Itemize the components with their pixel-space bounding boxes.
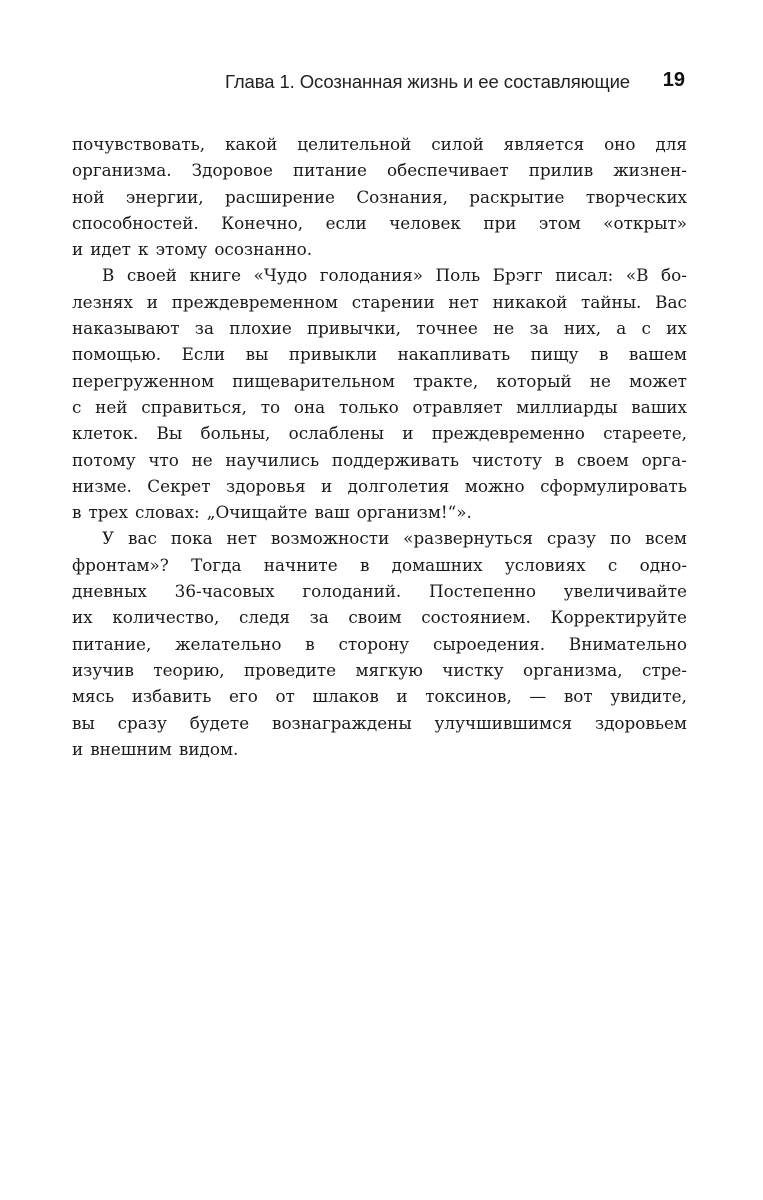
text-line: помощью. Если вы привыкли накапливать пищу в вашем [72, 344, 687, 365]
page-number: 19 [662, 69, 685, 91]
text-line: почувствовать, какой целительной силой является оно для [72, 134, 687, 154]
text-line: их количество, следя за своим состоянием. Корректируйте [72, 607, 687, 628]
text-line: с ней справиться, то она только отравляет миллиарды ваших [72, 396, 687, 417]
paragraph [72, 525, 687, 762]
text-line: В своей книге «Чудо голодания» Поль Брэгг писал: «В бо- [102, 265, 687, 286]
text-line: перегруженном пищеварительном тракте, который не может [72, 370, 687, 391]
text-line: фронтам»? Тогда начните в домашних условиях с одно- [72, 554, 687, 575]
text-line: способностей. Конечно, если человек при этом «открыт» [72, 212, 687, 233]
text-line: дневных 36-часовых голоданий. Постепенно увеличивайте [72, 581, 687, 602]
running-head [0, 69, 763, 95]
text-line: низме. Секрет здоровья и долголетия можно сформулировать [72, 475, 687, 496]
paragraph [72, 262, 687, 525]
text-line: потому что не научились поддерживать чистоту в своем орга- [72, 449, 687, 470]
text-line: наказывают за плохие привычки, точнее не за них, а с их [72, 318, 687, 339]
text-line: изучив теорию, проведите мягкую чистку организма, стре- [72, 659, 687, 680]
text-line: и внешним видом. [72, 738, 239, 759]
text-line: организма. Здоровое питание обеспечивает прилив жизнен- [72, 160, 687, 181]
paragraph [72, 131, 687, 262]
text-line: ной энергии, расширение Сознания, раскрытие творческих [72, 186, 687, 207]
text-line: лезнях и преждевременном старении нет никакой тайны. Вас [72, 291, 687, 312]
text-line: вы сразу будете вознаграждены улучшившимся здоровьем [72, 712, 687, 733]
chapter-title: Глава 1. Осознанная жизнь и ее составляющие [224, 71, 630, 92]
text-line: мясь избавить его от шлаков и токсинов, — вот увидите, [72, 686, 687, 707]
body-text [72, 131, 687, 762]
text-line: и идет к этому осознанно. [72, 239, 313, 260]
text-line: питание, желательно в сторону сыроедения. Внимательно [72, 633, 687, 654]
text-line: в трех словах: „Очищайте ваш организм!“». [72, 502, 472, 523]
text-line: У вас пока нет возможности «развернуться сразу по всем [102, 528, 687, 549]
text-line: клеток. Вы больны, ослаблены и преждевременно стареете, [72, 423, 687, 444]
